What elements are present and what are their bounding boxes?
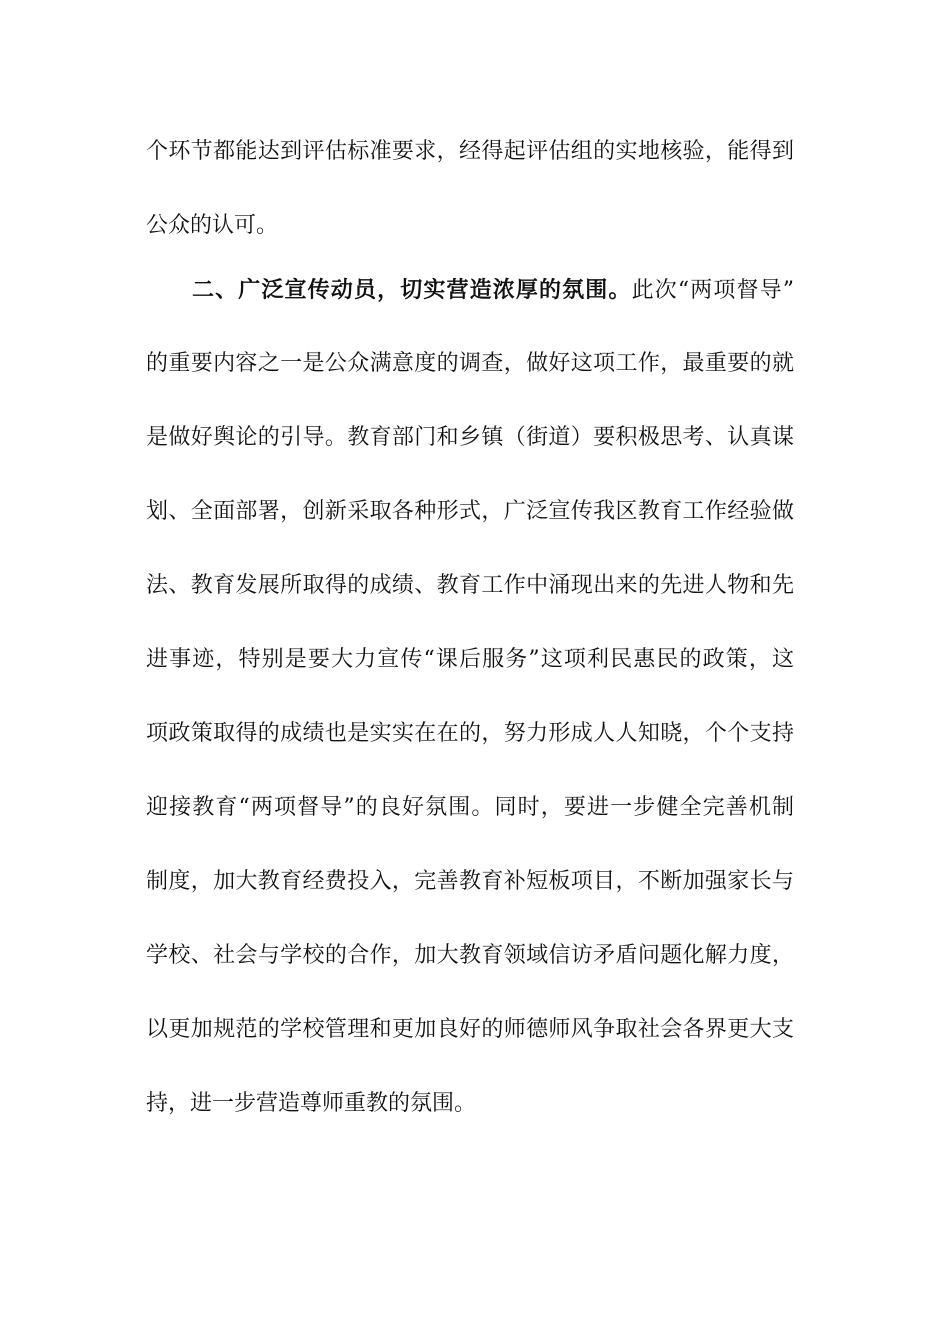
paragraph-2-line-11: 以更加规范的学校管理和更加良好的师德师风争取社会各界更大支: [146, 1017, 794, 1042]
section-heading: 二、广泛宣传动员，切实营造浓厚的氛围。: [192, 277, 632, 303]
paragraph-2-line-5: 法、教育发展所取得的成绩、教育工作中涌现出来的先进人物和先: [146, 573, 794, 598]
paragraph-2-line-6: 进事迹，特别是要大力宣传“课后服务”这项利民惠民的政策，这: [146, 647, 794, 672]
paragraph-2-line-3: 是做好舆论的引导。教育部门和乡镇（街道）要积极思考、认真谋: [146, 425, 794, 450]
paragraph-2-line-4: 划、全面部署，创新采取各种形式，广泛宣传我区教育工作经验做: [146, 499, 794, 524]
paragraph-2-line-2: 的重要内容之一是公众满意度的调查，做好这项工作，最重要的就: [146, 351, 794, 376]
paragraph-2-first-line-text: 此次“两项督导”: [631, 278, 794, 303]
paragraph-1-line-2: 公众的认可。: [146, 213, 279, 238]
paragraph-2-line-12: 持，进一步营造尊师重教的氛围。: [146, 1091, 477, 1116]
paragraph-2-line-10: 学校、社会与学校的合作，加大教育领域信访矛盾问题化解力度，: [146, 943, 794, 968]
paragraph-1-line-1: 个环节都能达到评估标准要求，经得起评估组的实地核验，能得到: [146, 139, 794, 164]
paragraph-2-line-7: 项政策取得的成绩也是实实在在的，努力形成人人知晓，个个支持: [146, 721, 794, 746]
paragraph-2-line-8: 迎接教育“两项督导”的良好氛围。同时，要进一步健全完善机制: [146, 795, 794, 820]
paragraph-2-first-line: [192, 275, 794, 306]
paragraph-2-line-9: 制度，加大教育经费投入，完善教育补短板项目，不断加强家长与: [146, 869, 794, 894]
